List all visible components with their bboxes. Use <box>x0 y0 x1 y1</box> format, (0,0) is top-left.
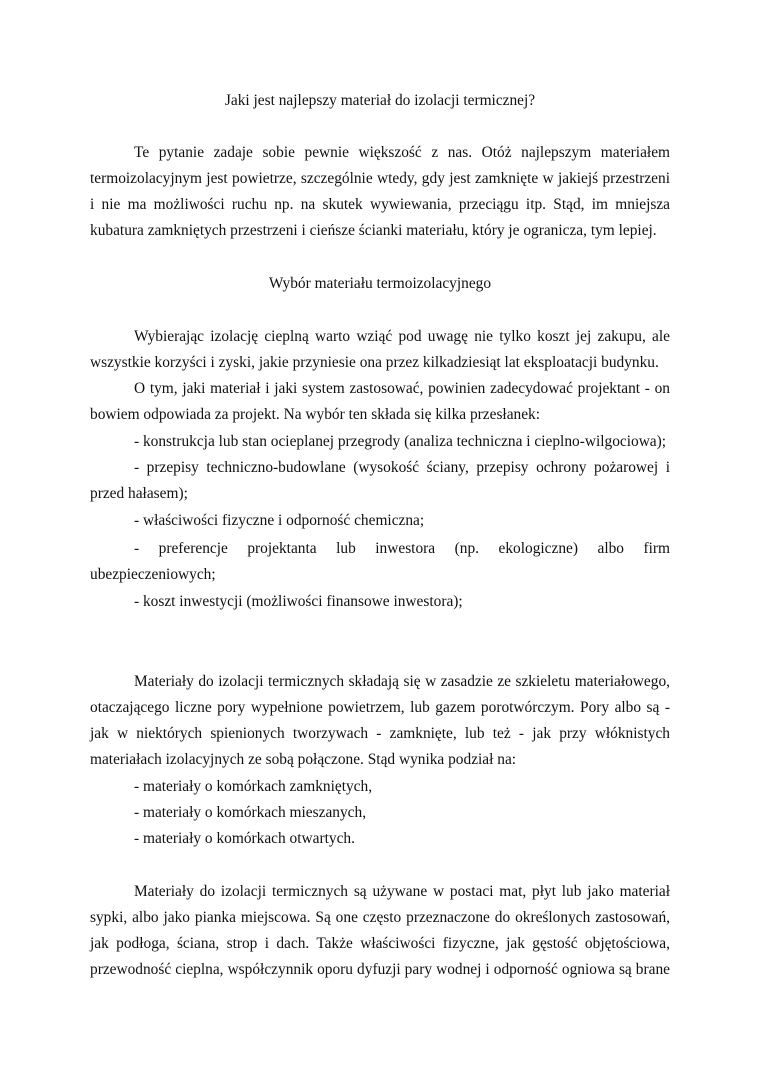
list-item: - konstrukcja lub stan ocieplanej przegrody (analiza techniczna i cieplno-wilgociowa); <box>134 433 667 450</box>
paragraph-line: jak w niektórych spienionych tworzywach - zamknięte, lub też - jak przy włóknistych <box>90 725 670 742</box>
intro-line: i nie ma możliwości ruchu np. na skutek wywiewania, przeciągu itp. Stąd, im mniejsza <box>90 196 670 213</box>
list-item: - koszt inwestycji (możliwości finansowe inwestora); <box>134 593 463 610</box>
list-item-line: przed hałasem); <box>90 485 188 502</box>
paragraph-line: O tym, jaki materiał i jaki system zastosować, powinien zadecydować projektant - on <box>134 380 670 397</box>
paragraph-1 <box>90 324 670 376</box>
paragraph-line: przewodność cieplna, współczynnik oporu dyfuzji pary wodnej i odporność ogniowa są brane <box>90 961 670 978</box>
intro-line: Te pytanie zadaje sobie pewnie większość z nas. Otóż najlepszym materiałem <box>134 144 670 161</box>
paragraph-line: wszystkie korzyści i zyski, jakie przyniesie ona przez kilkadziesiąt lat eksploatacji budynku. <box>90 354 659 371</box>
list-item-line: ubezpieczeniowych; <box>90 566 216 583</box>
paragraph-line: Wybierając izolację cieplną warto wziąć pod uwagę nie tylko koszt jej zakupu, ale <box>134 328 670 345</box>
list-item-line: - preferencje projektanta lub inwestora (np. ekologiczne) albo firm <box>134 540 670 557</box>
paragraph-4 <box>90 879 670 983</box>
document-title: Jaki jest najlepszy materiał do izolacji termicznej? <box>224 92 536 109</box>
list-item: - materiały o komórkach zamkniętych, <box>134 778 373 795</box>
list-item-line: - przepisy techniczno-budowlane (wysokość ściany, przepisy ochrony pożarowej i <box>134 459 670 476</box>
paragraph-3 <box>90 669 670 773</box>
paragraph-line: sypki, albo jako pianka miejscowa. Są one często przeznaczone do określonych zastosowań, <box>90 909 670 926</box>
paragraph-line: materiałach izolacyjnych ze sobą połączone. Stąd wynika podział na: <box>90 751 517 768</box>
list-item <box>90 455 670 507</box>
list-item: - materiały o komórkach otwartych. <box>134 830 355 847</box>
intro-paragraph <box>90 140 670 244</box>
paragraph-2 <box>90 376 670 428</box>
paragraph-line: otaczającego liczne pory wypełnione powietrzem, lub gazem porotwórczym. Pory albo są - <box>90 699 670 716</box>
paragraph-line: Materiały do izolacji termicznych są używane w postaci mat, płyt lub jako materiał <box>134 883 670 900</box>
list-item: - materiały o komórkach mieszanych, <box>134 804 367 821</box>
paragraph-line: bowiem odpowiada za projekt. Na wybór ten składa się kilka przesłanek: <box>90 406 541 423</box>
paragraph-line: Materiały do izolacji termicznych składają się w zasadzie ze szkieletu materiałowego, <box>134 673 670 690</box>
list-item: - właściwości fizyczne i odporność chemiczna; <box>134 512 425 529</box>
section-heading: Wybór materiału termoizolacyjnego <box>268 275 492 292</box>
list-item <box>90 536 670 588</box>
intro-line: termoizolacyjnym jest powietrze, szczególnie wtedy, gdy jest zamknięte w jakiejś przestrzeni <box>90 170 670 187</box>
paragraph-line: jak podłoga, ściana, strop i dach. Także właściwości fizyczne, jak gęstość objętościowa, <box>90 935 670 952</box>
intro-line: kubatura zamkniętych przestrzeni i cieńsze ścianki materiału, który je ogranicza, tym lepiej. <box>90 222 657 239</box>
